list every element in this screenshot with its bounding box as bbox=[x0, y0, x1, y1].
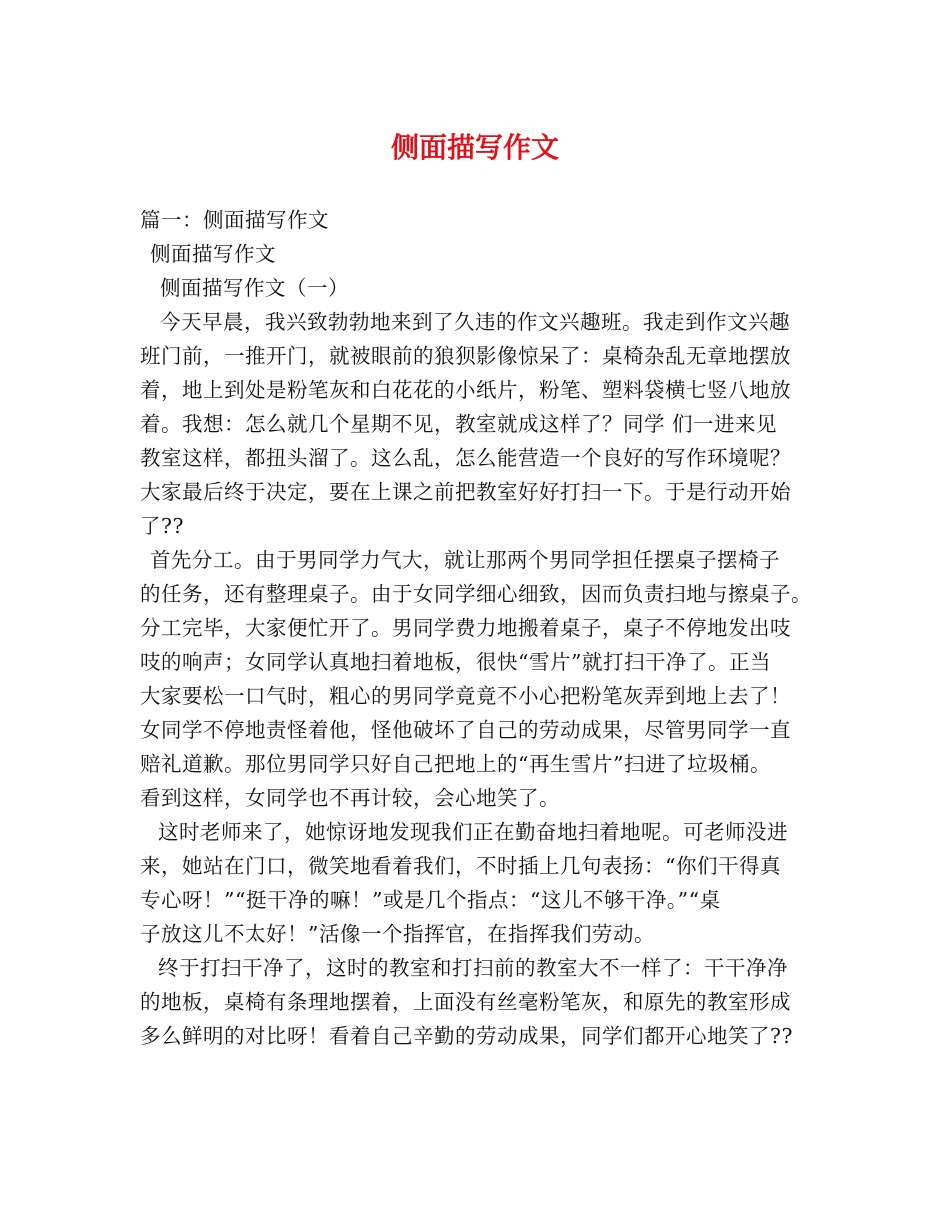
text-line: 篇一：侧面描写作文 bbox=[140, 208, 329, 232]
text-line: 这时老师来了，她惊讶地发现我们正在勤奋地扫着地呢。可老师没进 bbox=[158, 820, 788, 844]
text-line: 专心呀！”“挺干净的嘛！”或是几个指点：“这儿不够干净。”“桌 bbox=[140, 888, 721, 912]
text-line: 今天早晨，我兴致勃勃地来到了久违的作文兴趣班。我走到作文兴趣 bbox=[160, 310, 790, 334]
text-line: 大家最后终于决定，要在上课之前把教室好好打扫一下。于是行动开始 bbox=[140, 480, 791, 504]
article-body bbox=[140, 203, 820, 1053]
text-line: 着。我想：怎么就几个星期不见，教室就成这样了？同学 们一进来见 bbox=[140, 412, 778, 436]
text-line: 多么鲜明的对比呀！看着自己辛勤的劳动成果，同学们都开心地笑了?? bbox=[140, 1024, 793, 1048]
text-line: 赔礼道歉。那位男同学只好自己把地上的“再生雪片”扫进了垃圾桶。 bbox=[140, 752, 771, 776]
text-line: 终于打扫干净了，这时的教室和打扫前的教室大不一样了：干干净净 bbox=[158, 956, 788, 980]
text-line: 了?? bbox=[140, 514, 184, 538]
text-line: 分工完毕，大家便忙开了。男同学费力地搬着桌子，桌子不停地发出吱 bbox=[140, 616, 791, 640]
text-line: 大家要松一口气时，粗心的男同学竟竟不小心把粉笔灰弄到地上去了！ bbox=[140, 684, 791, 708]
text-line: 子放这儿不太好！”活像一个指挥官，在指挥我们劳动。 bbox=[140, 922, 655, 946]
text-line: 侧面描写作文 bbox=[150, 242, 276, 266]
page-title: 侧面描写作文 bbox=[390, 131, 559, 164]
text-line: 女同学不停地责怪着他，怪他破坏了自己的劳动成果，尽管男同学一直 bbox=[140, 718, 791, 742]
text-line: 的地板，桌椅有条理地摆着，上面没有丝毫粉笔灰，和原先的教室形成 bbox=[140, 990, 791, 1014]
text-line: 来，她站在门口，微笑地看着我们，不时插上几句表扬：“你们干得真 bbox=[140, 854, 781, 878]
text-line: 侧面描写作文（一） bbox=[160, 276, 349, 300]
text-line: 首先分工。由于男同学力气大，就让那两个男同学担任摆桌子摆椅子 bbox=[150, 548, 780, 572]
text-line: 班门前，一推开门，就被眼前的狼狈影像惊呆了：桌椅杂乱无章地摆放 bbox=[140, 344, 791, 368]
text-line: 的任务，还有整理桌子。由于女同学细心细致，因而负责扫地与擦桌子。 bbox=[140, 582, 812, 606]
text-line: 看到这样，女同学也不再计较，会心地笑了。 bbox=[140, 786, 560, 810]
text-line: 吱的响声；女同学认真地扫着地板，很快“雪片”就打扫干净了。正当 bbox=[140, 650, 771, 674]
text-line: 教室这样，都扭头溜了。这么乱，怎么能营造一个良好的写作环境呢？ bbox=[140, 446, 791, 470]
text-line: 着，地上到处是粉笔灰和白花花的小纸片，粉笔、塑料袋横七竖八地放 bbox=[140, 378, 791, 402]
